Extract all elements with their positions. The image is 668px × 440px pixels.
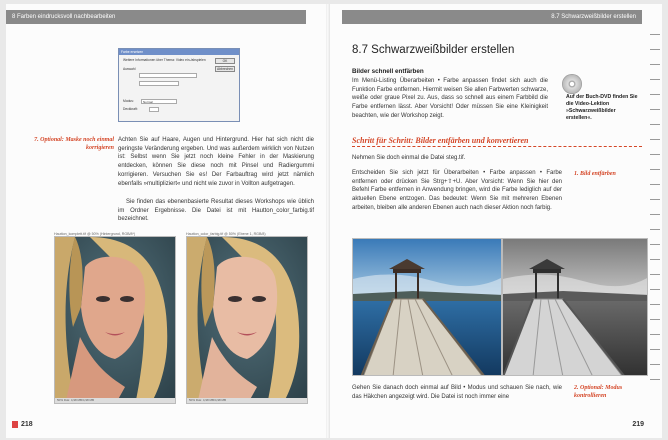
dialog-mode-select[interactable]: Normal: [141, 99, 177, 104]
photo-caption-2: Hautton_color_farbig.tif @ 50% (Ebene 1, RGB/8): [186, 232, 266, 236]
portrait-photo-after: [186, 236, 308, 404]
dvd-note: Auf der Buch-DVD finden Sie die Video-Lektion »Schwarzweißbilder erstellen«.: [566, 94, 638, 121]
pier-photo-color: [352, 238, 502, 376]
right-page: [330, 4, 662, 438]
margin-step-1: 1. Bild entfärben: [574, 171, 616, 177]
dialog-ok-button[interactable]: OK: [215, 58, 235, 64]
dialog-title: Farbe ersetzen: [119, 49, 239, 55]
pier-grayscale-image: [503, 239, 648, 376]
running-head-left: 8 Farben eindrucksvoll nachbearbeiten: [6, 10, 306, 24]
dialog-select-field[interactable]: [139, 73, 197, 78]
photo-status-bar-2: 50% Dok: 4,98 MB/4,98 MB: [187, 398, 307, 403]
body-paragraph-1: Achten Sie auf Haare, Augen und Hintergrund. Hier hat sich nicht die geringste Veränderung ergeben. Und was außerdem wirklich von Nutzen ist: Selbst wenn Sie jetzt noch kleine Fehler in der Maskierung entdecken, können Sie diese noch mit Pinsel und Radiergummi korrigieren. Versuchen Sie es! Der Farbauftrag wird jetzt nämlich ebenfalls »multipliziert« und nicht wie zuvor in Vollton aufgetragen.: [118, 137, 314, 187]
photo-caption-1: Hautton_komplett.tif @ 50% (Hintergrund, RGB/8*): [54, 232, 136, 236]
dialog-info-check[interactable]: Weitere Informationen über Thema: Video ein-/abspielen: [123, 58, 206, 62]
intro-paragraph: Im Menü-Listing Überarbeiten • Farbe anpassen findet sich auch die Funktion Farbe entfernen. Hiermit weisen Sie allen Farbwerten schwarze, weiße oder graue Pixel zu. Aus, dass so schnell aus einem Farbbild die Farbe entfernen lässt. Aber Vorsicht! Oder müssen Sie eine Kleinigkeit beachten, wie der Workshop zeigt.: [352, 78, 548, 119]
dvd-icon: [562, 74, 582, 94]
dialog-opacity-field[interactable]: [149, 107, 159, 112]
replace-color-dialog: [118, 48, 240, 122]
portrait-after-image: [187, 237, 308, 404]
dialog-mode-label: Modus:: [123, 99, 134, 103]
portrait-photo-before: [54, 236, 176, 404]
body-paragraph-2: Sie finden das ebenenbasierte Resultat dieses Workshops wie üblich im Ordner Ergebnisse. Die Datei ist mit Hautton_color_farbig.tif bezeichnet.: [118, 199, 314, 223]
dialog-opacity-label: Deckkraft:: [123, 107, 138, 111]
step-by-step-heading: Schritt für Schritt: Bilder entfärben und konvertieren: [352, 135, 642, 147]
page-number-left: 218: [12, 421, 33, 428]
dialog-cancel-button[interactable]: Abbrechen: [215, 66, 235, 72]
section-title: 8.7 Schwarzweißbilder erstellen: [352, 44, 515, 56]
step-1-text: Entscheiden Sie sich jetzt für Überarbeiten • Farbe anpassen • Farbe entfernen oder drücken Sie Strg+⇧+U. Aber Vorsicht: Wenn Sie hier den Befehl Farbe entfernen in Anwendung bringen, wird die Farbe lediglich auf der aktuellen Ebene entzogen. Das bedeutet: Wenn Sie mit mehreren Ebenen arbeiten, bleiben alle anderen Ebenen auch nach dieser Aktion noch farbig.: [352, 170, 562, 211]
photo-status-bar-1: 50% Dok: 4,98 MB/4,98 MB: [55, 398, 175, 403]
step-2-text: Gehen Sie danach doch einmal auf Bild • Modus und schauen Sie nach, wie das Häkchen angezeigt wird. Die Datei ist noch immer eine: [352, 385, 562, 400]
subsection-title: Bilder schnell entfärben: [352, 68, 424, 75]
page-number-right: 219: [632, 421, 644, 428]
left-page: [6, 4, 326, 438]
open-file-text: Nehmen Sie doch einmal die Datei steg.tif.: [352, 155, 466, 161]
margin-step-7: 7. Optional: Maske noch einmal korrigieren: [34, 137, 114, 151]
dialog-value-field[interactable]: [139, 81, 179, 86]
pier-photo-grayscale: [502, 238, 648, 376]
portrait-before-image: [55, 237, 176, 404]
pier-color-image: [353, 239, 502, 376]
running-head-right: 8.7 Schwarzweißbilder erstellen: [342, 10, 642, 24]
margin-tab-lines: [650, 34, 660, 394]
dialog-section-label: Auswahl: [123, 67, 136, 71]
margin-step-2: 2. Optional: Modus kontrollieren: [574, 385, 623, 399]
